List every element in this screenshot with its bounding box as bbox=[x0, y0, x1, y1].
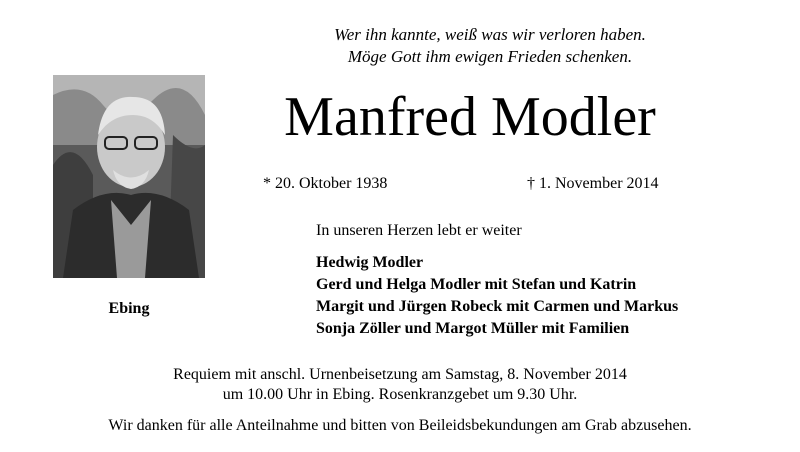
mourners-intro: In unseren Herzen lebt er weiter bbox=[316, 222, 522, 239]
mourners-list bbox=[316, 252, 678, 340]
residence-place: Ebing bbox=[108, 300, 150, 317]
service-line-1: Requiem mit anschl. Urnenbeisetzung am Samstag, 8. November 2014 bbox=[173, 366, 627, 383]
mourner-name: Gerd und Helga Modler mit Stefan und Katrin bbox=[316, 276, 637, 293]
service-info bbox=[40, 365, 760, 405]
birth-date: * 20. Oktober 1938 bbox=[263, 175, 388, 192]
service-line-2: um 10.00 Uhr in Ebing. Rosenkranzgebet um 9.30 Uhr. bbox=[222, 386, 578, 403]
mourner-name: Margit und Jürgen Robeck mit Carmen und Markus bbox=[316, 298, 679, 315]
quote-line-1: Wer ihn kannte, weiß was wir verloren haben. bbox=[334, 25, 646, 44]
mourner-name: Hedwig Modler bbox=[316, 254, 424, 271]
mourner-name: Sonja Zöller und Margot Müller mit Familien bbox=[316, 320, 630, 337]
deceased-name: Manfred Modler bbox=[284, 86, 656, 148]
quote-line-2: Möge Gott ihm ewigen Frieden schenken. bbox=[347, 47, 633, 66]
portrait-photo bbox=[53, 75, 205, 278]
thanks-note: Wir danken für alle Anteilnahme und bitten von Beileidsbekundungen am Grab abzusehen. bbox=[108, 417, 692, 434]
death-date: † 1. November 2014 bbox=[527, 175, 659, 192]
